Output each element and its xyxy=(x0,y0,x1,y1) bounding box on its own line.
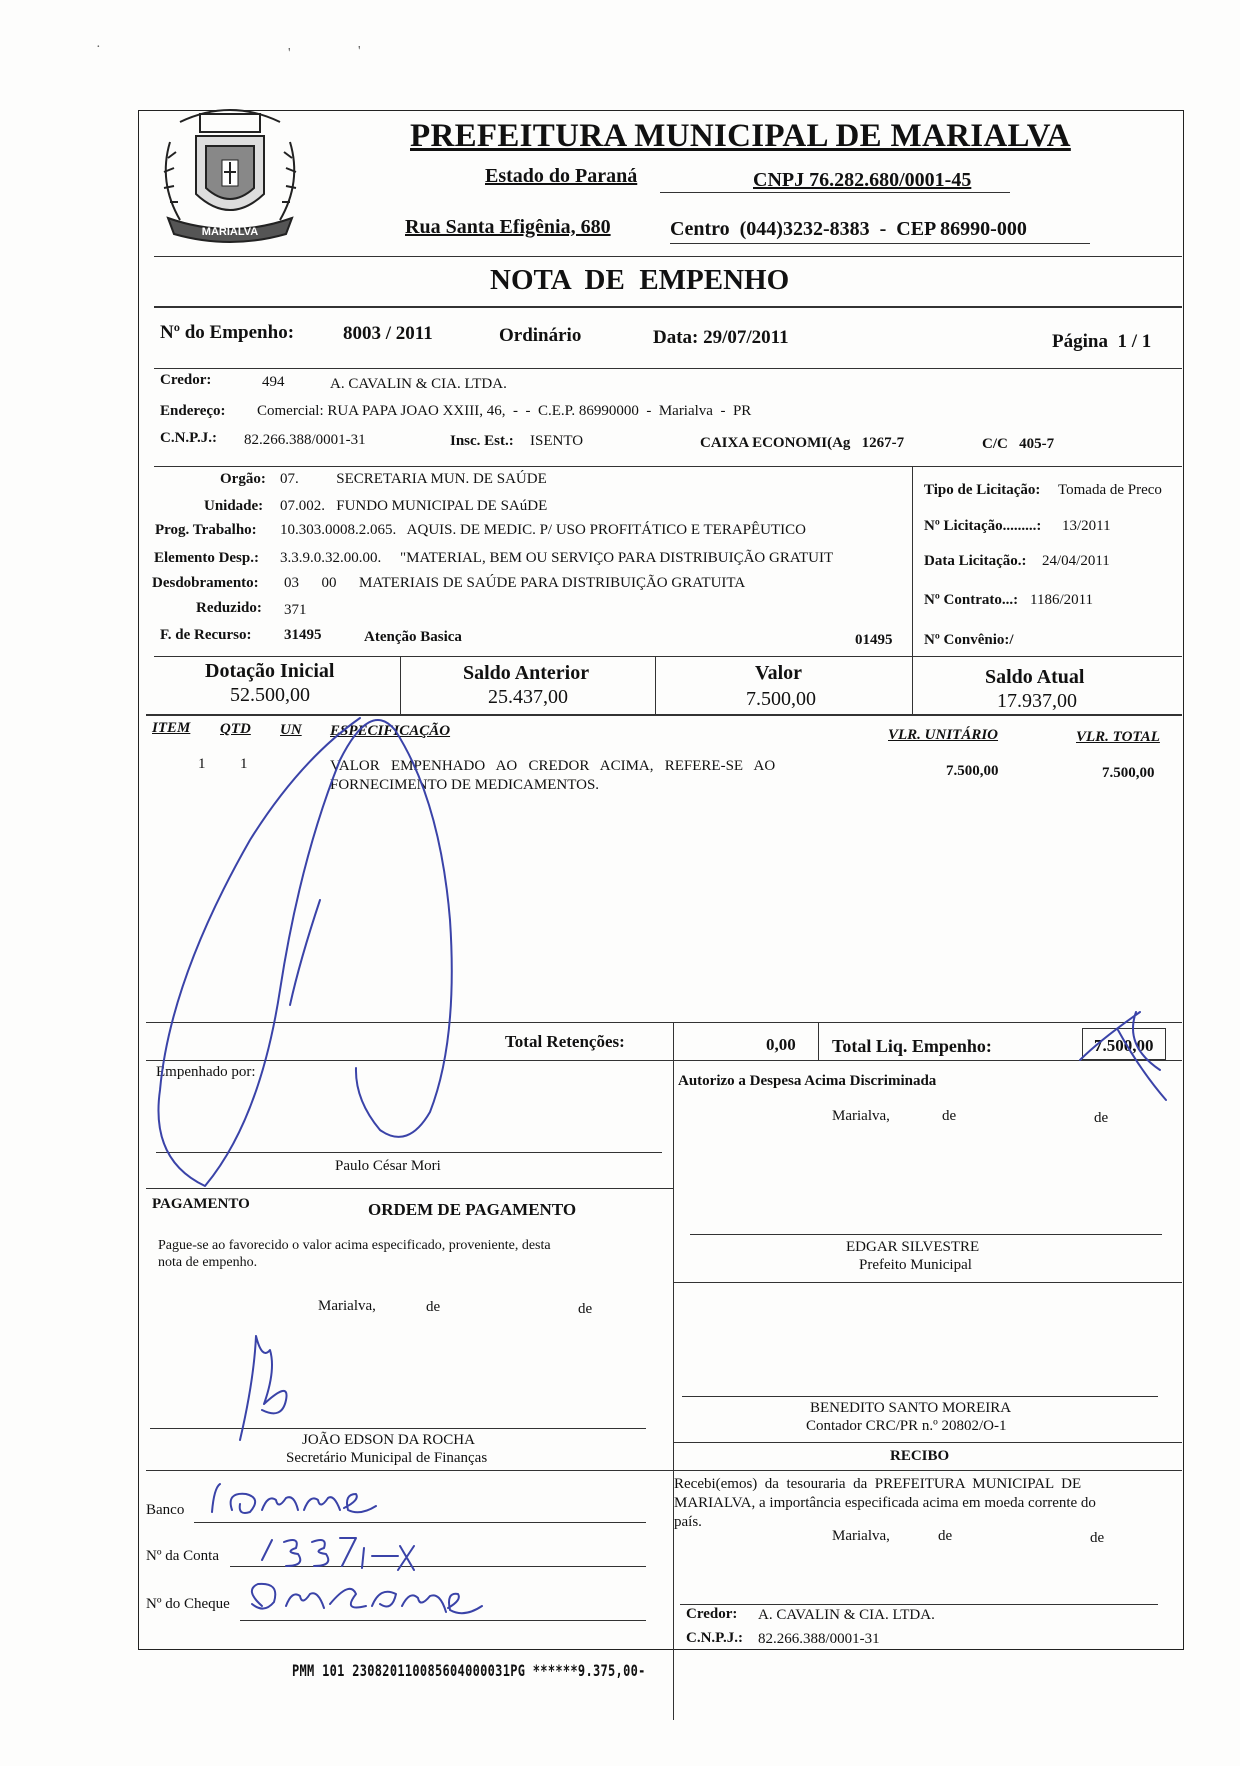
contador-role: Contador CRC/PR n.º 20802/O-1 xyxy=(806,1418,1007,1434)
reduzido-value: 371 xyxy=(284,602,307,618)
retencoes-value: 0,00 xyxy=(766,1035,796,1054)
scan-speck: ' xyxy=(358,44,361,59)
cheque-line xyxy=(240,1620,646,1621)
address-underline xyxy=(670,243,1090,244)
credor-name: A. CAVALIN & CIA. LTDA. xyxy=(330,376,507,392)
prog-value: 10.303.0008.2.065. AQUIS. DE MEDIC. P/ USO PROFITÁTICO E TERAPÊUTICO xyxy=(280,522,806,538)
desdobramento-value: 03 00 MATERIAIS DE SAÚDE PARA DISTRIBUIÇÃO GRATUITA xyxy=(284,575,746,591)
dotacao-label: Dotação Inicial xyxy=(205,660,335,682)
address-label: Endereço: xyxy=(160,403,226,419)
secretario-name: JOÃO EDSON DA ROCHA xyxy=(302,1432,475,1448)
licitacao-date-label: Data Licitação.: xyxy=(924,553,1027,569)
recurso-code: 01495 xyxy=(855,632,893,648)
divider xyxy=(154,656,1182,657)
divider xyxy=(673,1060,674,1720)
divider xyxy=(673,1282,1182,1283)
row-item: 1 xyxy=(198,756,206,772)
desdobramento-label: Desdobramento: xyxy=(152,575,259,591)
contador-name: BENEDITO SANTO MOREIRA xyxy=(810,1400,1012,1416)
divider xyxy=(912,466,913,656)
secretario-role: Secretário Municipal de Finanças xyxy=(286,1450,488,1466)
liquido-value: 7.500,00 xyxy=(1094,1036,1154,1055)
bank-account: C/C 405-7 xyxy=(982,436,1055,452)
empenhado-label: Empenhado por: xyxy=(156,1064,256,1080)
autorizo-de1: de xyxy=(942,1108,957,1124)
divider xyxy=(673,1022,674,1060)
orgao-value: 07. SECRETARIA MUN. DE SAÚDE xyxy=(280,471,547,487)
cheque-label: Nº do Cheque xyxy=(146,1596,230,1612)
recibo-cnpj: 82.266.388/0001-31 xyxy=(758,1631,880,1647)
divider xyxy=(818,1022,819,1060)
crest-text: MARIALVA xyxy=(201,226,259,238)
empenho-number-label: Nº do Empenho: xyxy=(160,322,295,343)
empenho-number: 8003 / 2011 xyxy=(343,323,433,344)
convenio-label: Nº Convênio:/ xyxy=(924,632,1014,648)
divider xyxy=(146,1470,673,1471)
empenhado-name: Paulo César Mori xyxy=(335,1158,441,1174)
pagamento-text-line1: Pague-se ao favorecido o valor acima especificado, proveniente, desta xyxy=(158,1238,551,1253)
divider xyxy=(146,714,1182,716)
pagamento-de2: de xyxy=(578,1301,593,1317)
contract-number: 1186/2011 xyxy=(1030,592,1094,608)
recibo-text-line3: país. xyxy=(674,1514,702,1530)
elemento-label: Elemento Desp.: xyxy=(154,550,259,566)
recibo-cnpj-label: C.N.P.J.: xyxy=(686,1630,743,1646)
municipality-title: PREFEITURA MUNICIPAL DE MARIALVA xyxy=(410,118,1071,154)
recibo-de1: de xyxy=(938,1528,953,1544)
anterior-label: Saldo Anterior xyxy=(463,662,590,684)
bank-agency: CAIXA ECONOMI(Ag 1267-7 xyxy=(700,435,905,451)
recibo-de2: de xyxy=(1090,1530,1105,1546)
divider xyxy=(154,368,1182,369)
street-address: Rua Santa Efigênia, 680 xyxy=(405,216,611,238)
row-unit-value: 7.500,00 xyxy=(946,763,999,779)
scan-speck: ' xyxy=(288,46,291,61)
city-cnpj: CNPJ 76.282.680/0001-45 xyxy=(753,169,972,191)
unidade-value: 07.002. FUNDO MUNICIPAL DE SAúDE xyxy=(280,498,548,514)
divider xyxy=(673,1470,1182,1471)
credor-cnpj-label: C.N.P.J.: xyxy=(160,430,217,446)
autorizo-de2: de xyxy=(1094,1110,1109,1126)
credor-label: Credor: xyxy=(160,372,212,388)
col-especificacao: ESPECIFICAÇÃO xyxy=(330,723,451,739)
signature-line xyxy=(690,1234,1162,1235)
recibo-city: Marialva, xyxy=(832,1528,890,1544)
divider xyxy=(146,1060,1182,1061)
credor-code: 494 xyxy=(262,374,285,390)
divider xyxy=(146,1188,673,1189)
row-spec-line1: VALOR EMPENHADO AO CREDOR ACIMA, REFERE-SE AO xyxy=(330,758,776,774)
licitacao-type-label: Tipo de Licitação: xyxy=(924,482,1041,498)
dotacao-value: 52.500,00 xyxy=(230,684,310,706)
atual-value: 17.937,00 xyxy=(997,690,1077,712)
district-phone-cep: Centro (044)3232-8383 - CEP 86990-000 xyxy=(670,218,1027,240)
reduzido-label: Reduzido: xyxy=(196,600,262,616)
pagamento-label: PAGAMENTO xyxy=(152,1196,250,1212)
banco-label: Banco xyxy=(146,1502,185,1518)
valor-label: Valor xyxy=(755,662,803,684)
elemento-value: 3.3.9.0.32.00.00. "MATERIAL, BEM OU SERVIÇO PARA DISTRIBUIÇÃO GRATUIT xyxy=(280,550,834,566)
liquido-label: Total Liq. Empenho: xyxy=(832,1036,992,1056)
atual-label: Saldo Atual xyxy=(985,666,1085,688)
municipal-crest-icon xyxy=(150,102,310,250)
col-item: ITEM xyxy=(152,720,191,736)
unidade-label: Unidade: xyxy=(204,498,264,514)
signature-line xyxy=(680,1604,1158,1605)
credor-address: Comercial: RUA PAPA JOAO XXIII, 46, - - C.E.P. 86990000 - Marialva - PR xyxy=(257,403,752,419)
prog-label: Prog. Trabalho: xyxy=(155,522,257,538)
recibo-text-line1: Recebi(emos) da tesouraria da PREFEITURA MUNICIPAL DE xyxy=(674,1476,1082,1492)
recibo-text-line2: MARIALVA, a importância especificada acima em moeda corrente do xyxy=(674,1495,1096,1511)
divider xyxy=(146,1022,1182,1023)
empenho-date: Data: 29/07/2011 xyxy=(653,327,789,348)
empenho-type: Ordinário xyxy=(499,325,582,346)
page-indicator: Página 1 / 1 xyxy=(1052,331,1152,352)
autorizo-city: Marialva, xyxy=(832,1108,890,1124)
valor-value: 7.500,00 xyxy=(746,688,816,710)
contract-label: Nº Contrato...: xyxy=(924,592,1019,608)
state-name: Estado do Paraná xyxy=(485,165,638,187)
pagamento-de1: de xyxy=(426,1299,441,1315)
licitacao-type: Tomada de Preco xyxy=(1058,482,1162,498)
col-un: UN xyxy=(280,722,302,738)
retencoes-label: Total Retenções: xyxy=(505,1032,625,1051)
prefeito-name: EDGAR SILVESTRE xyxy=(846,1239,980,1255)
recurso-label: F. de Recurso: xyxy=(160,627,252,643)
divider xyxy=(655,656,656,714)
conta-line xyxy=(230,1566,646,1567)
divider xyxy=(400,656,401,714)
divider xyxy=(912,656,913,714)
licitacao-date: 24/04/2011 xyxy=(1042,553,1110,569)
autorizo-label: Autorizo a Despesa Acima Discriminada xyxy=(678,1073,937,1089)
insc-value: ISENTO xyxy=(530,433,584,449)
document-title: NOTA DE EMPENHO xyxy=(490,264,790,296)
recibo-label: RECIBO xyxy=(890,1448,950,1464)
signature-line xyxy=(150,1428,646,1429)
prefeito-role: Prefeito Municipal xyxy=(859,1257,972,1273)
document-code: PMM 101 230820110085604000031PG ******9.375,00- xyxy=(292,1661,646,1681)
recurso-value: 31495 xyxy=(284,627,322,643)
row-total-value: 7.500,00 xyxy=(1102,765,1155,781)
divider xyxy=(154,256,1182,257)
col-total-value: VLR. TOTAL xyxy=(1076,729,1160,745)
col-qtd: QTD xyxy=(220,721,251,737)
signature-line xyxy=(156,1152,662,1153)
pagamento-city: Marialva, xyxy=(318,1298,376,1314)
divider xyxy=(673,1442,1182,1443)
conta-label: Nº da Conta xyxy=(146,1548,219,1564)
signature-line xyxy=(682,1396,1158,1397)
divider xyxy=(154,466,1182,467)
licitacao-number: 13/2011 xyxy=(1062,518,1111,534)
anterior-value: 25.437,00 xyxy=(488,686,568,708)
pagamento-text-line2: nota de empenho. xyxy=(158,1255,258,1270)
col-unit-value: VLR. UNITÁRIO xyxy=(888,727,999,743)
scan-speck: · xyxy=(96,40,101,55)
orgao-label: Orgão: xyxy=(220,471,266,487)
recibo-credor: A. CAVALIN & CIA. LTDA. xyxy=(758,1607,935,1623)
divider xyxy=(154,306,1182,308)
licitacao-number-label: Nº Licitação.........: xyxy=(924,518,1042,534)
recurso-desc: Atenção Basica xyxy=(364,629,462,645)
recibo-credor-label: Credor: xyxy=(686,1606,738,1622)
row-qtd: 1 xyxy=(240,756,248,772)
credor-cnpj: 82.266.388/0001-31 xyxy=(244,432,366,448)
ordem-label: ORDEM DE PAGAMENTO xyxy=(368,1200,577,1219)
row-spec-line2: FORNECIMENTO DE MEDICAMENTOS. xyxy=(330,777,600,793)
banco-line xyxy=(194,1522,646,1523)
insc-label: Insc. Est.: xyxy=(450,433,514,449)
cnpj-underline xyxy=(660,192,1010,193)
